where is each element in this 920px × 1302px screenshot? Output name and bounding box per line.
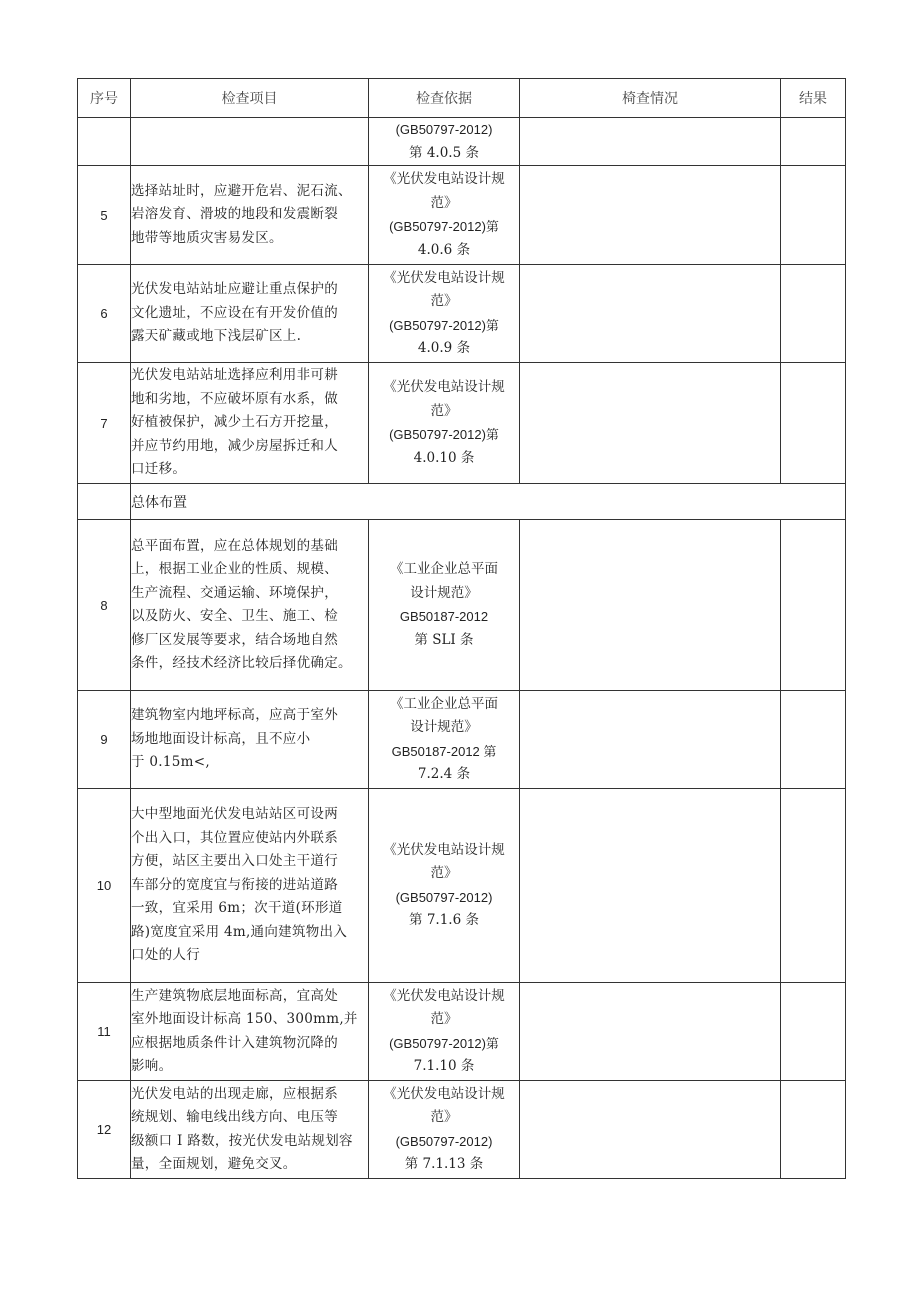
table-row	[78, 265, 846, 363]
row-item	[131, 983, 369, 1081]
item-line: 级额口 I 路数，按光伏发电站规划容	[131, 1132, 353, 1149]
item-line: 光伏发电站站址选择应利用非可耕	[131, 367, 338, 384]
row-status-cell[interactable]	[520, 691, 781, 789]
basis-line: 《光伏发电站设计规	[383, 379, 505, 395]
row-index: 5	[78, 166, 131, 265]
row-status-cell[interactable]	[520, 789, 781, 983]
continuation-row	[78, 118, 846, 166]
row-status-cell[interactable]	[520, 1081, 781, 1179]
row-item	[131, 520, 369, 691]
row-index: 12	[78, 1081, 131, 1179]
basis-line: 第 SLI 条	[414, 631, 474, 648]
row-status-cell[interactable]	[520, 363, 781, 484]
row-basis	[369, 789, 520, 983]
row-item	[131, 118, 369, 166]
row-index: 8	[78, 520, 131, 691]
basis-line: (GB50797-2012)第	[389, 427, 499, 442]
item-line: 口处的人行	[131, 947, 200, 964]
row-item	[131, 265, 369, 363]
item-line: 好植被保护，减少土石方开挖量，	[131, 414, 338, 431]
row-index: 10	[78, 789, 131, 983]
item-line: 于 0.15m<,	[131, 754, 210, 771]
row-index: 6	[78, 265, 131, 363]
basis-line: 设计规范》	[410, 719, 478, 735]
basis-line: (GB50797-2012)第	[389, 219, 499, 234]
item-line: 路)宽度宜采用 4m,通向建筑物出入	[131, 923, 348, 940]
row-result-cell[interactable]	[781, 691, 846, 789]
item-line: 个出入口，其位置应使站内外联系	[131, 829, 338, 846]
basis-line: 《光伏发电站设计规	[383, 269, 505, 286]
table-row	[78, 520, 846, 691]
row-item	[131, 166, 369, 265]
basis-line: GB50187-2012 第	[391, 743, 497, 759]
row-basis	[369, 166, 520, 265]
item-line: 露天矿藏或地下浅层矿区上.	[131, 328, 302, 345]
row-result-cell[interactable]	[781, 118, 846, 166]
basis-line: 设计规范》	[410, 584, 478, 601]
basis-line: (GB50797-2012)	[395, 1133, 493, 1149]
item-line: 应根据地质条件计入建筑物沉降的	[131, 1034, 338, 1051]
row-status-cell[interactable]	[520, 983, 781, 1081]
basis-line: 范》	[430, 194, 458, 211]
item-line: 车部分的宽度宜与衔接的进站道路	[131, 876, 338, 893]
item-line: 建筑物室内地坪标高，应高于室外	[131, 707, 338, 724]
row-status-cell[interactable]	[520, 265, 781, 363]
row-basis	[369, 691, 520, 789]
item-line: 场地地面设计标高，且不应小	[131, 730, 311, 747]
item-line: 文化遗址，不应设在有开发价值的	[131, 304, 338, 321]
row-index: 9	[78, 691, 131, 789]
header-row	[78, 79, 846, 118]
section-row	[78, 484, 846, 520]
table-row	[78, 983, 846, 1081]
basis-line: 7.1.10 条	[413, 1058, 475, 1074]
basis-line: 《光伏发电站设计规	[383, 987, 505, 1004]
item-line: 室外地面设计标高 150、300mm,并	[131, 1011, 358, 1027]
item-line: 地带等地质灾害易发区。	[131, 229, 283, 246]
row-index	[78, 118, 131, 166]
basis-line: (GB50797-2012)第	[389, 1035, 499, 1051]
table-row	[78, 166, 846, 265]
row-basis	[369, 1081, 520, 1179]
row-item	[131, 1081, 369, 1179]
item-line: 条件，经技术经济比较后择优确定。	[131, 655, 352, 671]
row-index	[78, 484, 131, 520]
row-basis	[369, 118, 520, 166]
basis-line: (GB50797-2012)	[395, 122, 493, 137]
row-result-cell[interactable]	[781, 789, 846, 983]
item-line: 生产流程、交通运输、环境保护，	[131, 584, 338, 601]
row-status-cell[interactable]	[520, 166, 781, 265]
item-line: 量，全面规划，避免交叉。	[131, 1156, 297, 1172]
item-line: 总平面布置，应在总体规划的基础	[131, 537, 338, 554]
section-title: 总体布置	[131, 484, 846, 520]
row-basis	[369, 363, 520, 484]
header-basis: 检查依据	[369, 79, 520, 118]
header-index: 序号	[78, 79, 131, 118]
header-result: 结果	[781, 79, 846, 118]
item-line: 修厂区发展等要求，结合场地自然	[131, 631, 338, 648]
basis-line: 《光伏发电站设计规	[383, 1085, 505, 1102]
basis-line: (GB50797-2012)	[395, 889, 493, 905]
row-basis	[369, 520, 520, 691]
basis-line: 7.2.4 条	[417, 766, 471, 782]
row-result-cell[interactable]	[781, 1081, 846, 1179]
row-status-cell[interactable]	[520, 520, 781, 691]
basis-line: 范》	[430, 402, 458, 419]
basis-line: GB50187-2012	[399, 609, 489, 624]
basis-line: 第 4.0.5 条	[409, 144, 479, 161]
row-basis	[369, 265, 520, 363]
item-line: 光伏发电站的出现走廊，应根据系	[131, 1085, 338, 1102]
row-result-cell[interactable]	[781, 265, 846, 363]
row-result-cell[interactable]	[781, 520, 846, 691]
item-line: 光伏发电站站址应避让重点保护的	[131, 281, 338, 298]
row-result-cell[interactable]	[781, 166, 846, 265]
inspection-table	[77, 78, 846, 1179]
item-line: 统规划、输电线出线方向、电压等	[131, 1109, 338, 1125]
item-line: 方便，站区主要出入口处主干道行	[131, 853, 338, 870]
table-row	[78, 363, 846, 484]
basis-line: 《光伏发电站设计规	[383, 171, 505, 187]
basis-line: 4.0.10 条	[413, 449, 475, 466]
basis-line: 《光伏发电站设计规	[383, 841, 505, 858]
item-line: 一致，宜采用 6m；次干道(环形道	[131, 900, 343, 917]
row-item	[131, 363, 369, 484]
table-row	[78, 789, 846, 983]
row-index: 11	[78, 983, 131, 1081]
row-result-cell[interactable]	[781, 363, 846, 484]
item-line: 地和劣地，不应破坏原有水系，做	[131, 390, 338, 407]
item-line: 以及防火、安全、卫生、施工、检	[131, 608, 338, 624]
item-line: 影响。	[131, 1058, 173, 1074]
item-line: 口迁移。	[131, 461, 187, 478]
item-line: 并应节约用地，减少房屋拆迁和人	[131, 437, 338, 454]
row-item	[131, 691, 369, 789]
row-index: 7	[78, 363, 131, 484]
basis-line: 第 7.1.6 条	[409, 912, 479, 928]
basis-line: 《工业企业总平面	[390, 695, 498, 712]
item-line: 生产建筑物底层地面标高，宜高处	[131, 987, 338, 1004]
table-row	[78, 1081, 846, 1179]
item-line: 岩溶发育、滑坡的地段和发震断裂	[131, 206, 338, 223]
item-line: 选择站址时，应避开危岩、泥石流、	[131, 182, 352, 199]
row-basis	[369, 983, 520, 1081]
basis-line: 范》	[430, 293, 458, 309]
header-status: 椅查情况	[520, 79, 781, 118]
basis-line: 范》	[430, 1109, 458, 1125]
basis-line: (GB50797-2012)第	[389, 317, 499, 333]
item-line: 大中型地面光伏发电站站区可设两	[131, 806, 338, 823]
basis-line: 4.0.6 条	[417, 241, 471, 258]
row-item	[131, 789, 369, 983]
basis-line: 范》	[430, 865, 458, 881]
basis-line: 第 7.1.13 条	[404, 1156, 484, 1172]
item-line: 上，根据工业企业的性质、规模、	[131, 561, 338, 577]
basis-line: 《工业企业总平面	[390, 561, 498, 577]
header-item: 检查项目	[131, 79, 369, 118]
row-result-cell[interactable]	[781, 983, 846, 1081]
basis-line: 4.0.9 条	[417, 340, 471, 356]
basis-line: 范》	[430, 1011, 458, 1027]
table-row	[78, 691, 846, 789]
row-status-cell[interactable]	[520, 118, 781, 166]
